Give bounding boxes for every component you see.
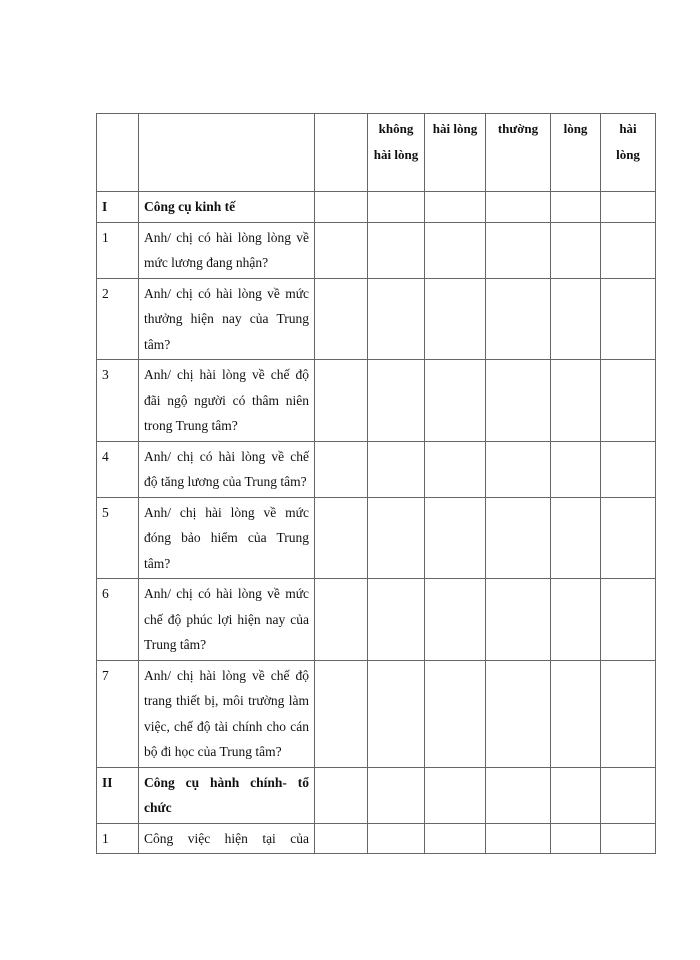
- row-number: 7: [97, 660, 139, 767]
- answer-cell[interactable]: [486, 278, 551, 360]
- header-row: [97, 114, 656, 192]
- row-number: 1: [97, 222, 139, 278]
- answer-cell[interactable]: [551, 360, 601, 442]
- answer-cell[interactable]: [368, 823, 425, 854]
- row-number: 5: [97, 497, 139, 579]
- answer-cell[interactable]: [486, 579, 551, 661]
- answer-cell[interactable]: [486, 497, 551, 579]
- answer-cell[interactable]: [551, 823, 601, 854]
- row-number: 3: [97, 360, 139, 442]
- header-rat-hai-long: hài lòng: [601, 114, 656, 192]
- survey-table: [96, 113, 656, 854]
- answer-cell[interactable]: [551, 660, 601, 767]
- answer-cell[interactable]: [486, 441, 551, 497]
- answer-cell[interactable]: [601, 360, 656, 442]
- answer-cell[interactable]: [601, 222, 656, 278]
- row-number: II: [97, 767, 139, 823]
- answer-cell[interactable]: [601, 823, 656, 854]
- answer-cell[interactable]: [601, 660, 656, 767]
- question-text: Anh/ chị có hài lòng về mức thưởng hiện nay của Trung tâm?: [139, 278, 315, 360]
- answer-cell[interactable]: [486, 823, 551, 854]
- answer-cell[interactable]: [601, 579, 656, 661]
- row-number: 4: [97, 441, 139, 497]
- question-text: Công việc hiện tại của: [139, 823, 315, 854]
- question-row: [97, 441, 656, 497]
- question-text: Anh/ chị hài lòng về chế độ đãi ngộ người có thâm niên trong Trung tâm?: [139, 360, 315, 442]
- section-title: Công cụ hành chính- tổ chức: [139, 767, 315, 823]
- answer-cell[interactable]: [486, 660, 551, 767]
- answer-cell[interactable]: [368, 497, 425, 579]
- answer-cell[interactable]: [551, 497, 601, 579]
- section-row: [97, 192, 656, 223]
- question-text: Anh/ chị hài lòng về chế độ trang thiết bị, môi trường làm việc, chế độ tài chính cho cán bộ đi học của Trung tâm?: [139, 660, 315, 767]
- question-text: Anh/ chị có hài lòng về mức chế độ phúc lợi hiện nay của Trung tâm?: [139, 579, 315, 661]
- answer-cell[interactable]: [368, 278, 425, 360]
- answer-cell[interactable]: [486, 360, 551, 442]
- row-number: 2: [97, 278, 139, 360]
- section-row: [97, 767, 656, 823]
- question-row: [97, 579, 656, 661]
- question-row: [97, 278, 656, 360]
- answer-cell[interactable]: [368, 222, 425, 278]
- question-row: [97, 823, 656, 854]
- answer-cell[interactable]: [601, 497, 656, 579]
- header-cell-question: [139, 114, 315, 192]
- header-cell-blank: [315, 114, 368, 192]
- section-title: Công cụ kinh tế: [139, 192, 315, 223]
- answer-cell[interactable]: [551, 441, 601, 497]
- header-binh-thuong: thường: [486, 114, 551, 192]
- answer-cell[interactable]: [425, 823, 486, 854]
- header-khong-hai-long: không hài lòng: [368, 114, 425, 192]
- answer-cell[interactable]: [425, 360, 486, 442]
- row-number: 6: [97, 579, 139, 661]
- row-number: 1: [97, 823, 139, 854]
- answer-cell[interactable]: [551, 579, 601, 661]
- question-row: [97, 660, 656, 767]
- answer-cell[interactable]: [368, 360, 425, 442]
- answer-cell[interactable]: [601, 278, 656, 360]
- answer-cell[interactable]: [486, 222, 551, 278]
- answer-cell[interactable]: [425, 579, 486, 661]
- answer-cell[interactable]: [425, 660, 486, 767]
- answer-cell[interactable]: [425, 441, 486, 497]
- answer-cell[interactable]: [425, 497, 486, 579]
- answer-cell[interactable]: [425, 222, 486, 278]
- header-long: lòng: [551, 114, 601, 192]
- answer-cell[interactable]: [551, 222, 601, 278]
- header-hai-long: hài lòng: [425, 114, 486, 192]
- row-number: I: [97, 192, 139, 223]
- question-text: Anh/ chị hài lòng về mức đóng bảo hiểm của Trung tâm?: [139, 497, 315, 579]
- question-row: [97, 222, 656, 278]
- header-cell-num: [97, 114, 139, 192]
- question-text: Anh/ chị có hài lòng về chế độ tăng lương của Trung tâm?: [139, 441, 315, 497]
- answer-cell[interactable]: [368, 579, 425, 661]
- question-text: Anh/ chị có hài lòng lòng về mức lương đang nhận?: [139, 222, 315, 278]
- answer-cell[interactable]: [425, 278, 486, 360]
- answer-cell[interactable]: [368, 441, 425, 497]
- answer-cell[interactable]: [368, 660, 425, 767]
- question-row: [97, 360, 656, 442]
- question-row: [97, 497, 656, 579]
- answer-cell[interactable]: [551, 278, 601, 360]
- answer-cell[interactable]: [601, 441, 656, 497]
